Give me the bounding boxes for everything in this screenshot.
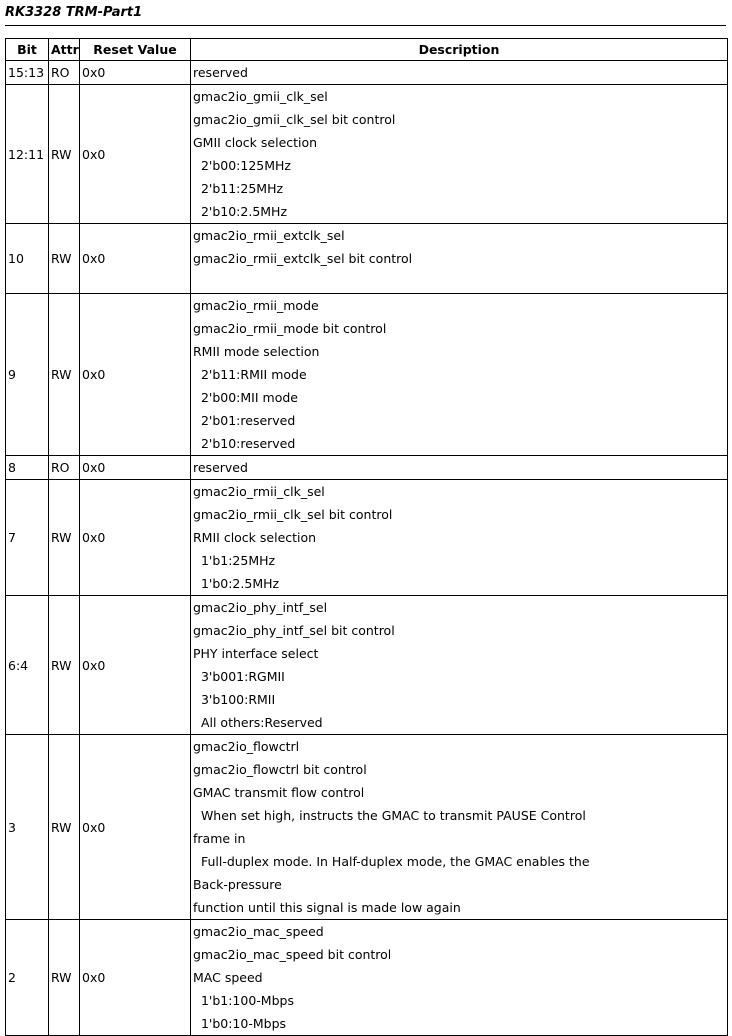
cell-attr: RW	[49, 735, 80, 920]
table-row	[6, 294, 728, 456]
cell-attr: RW	[49, 480, 80, 596]
description-line: gmac2io_rmii_extclk_sel bit control	[193, 251, 413, 266]
description-line: 1'b0:10-Mbps	[193, 1016, 287, 1031]
description-line: 2'b10:2.5MHz	[193, 204, 288, 219]
table-header-row	[6, 39, 728, 61]
cell-bit: 9	[6, 294, 49, 456]
cell-bit: 12:11	[6, 85, 49, 224]
cell-attr: RW	[49, 85, 80, 224]
cell-attr: RW	[49, 920, 80, 1036]
cell-reset-value: 0x0	[80, 224, 191, 294]
table-row	[6, 596, 728, 735]
column-header-attr: Attr	[49, 39, 80, 61]
description-line: gmac2io_rmii_clk_sel	[193, 484, 325, 499]
cell-reset-value: 0x0	[80, 596, 191, 735]
cell-attr: RO	[49, 456, 80, 480]
cell-description	[191, 294, 728, 456]
cell-attr: RO	[49, 61, 80, 85]
description-line: Full-duplex mode. In Half-duplex mode, the GMAC enables the	[193, 854, 590, 869]
table-row	[6, 480, 728, 596]
cell-attr: RW	[49, 294, 80, 456]
table-row	[6, 920, 728, 1036]
cell-reset-value: 0x0	[80, 480, 191, 596]
cell-attr: RW	[49, 596, 80, 735]
table-row	[6, 61, 728, 85]
description-line: 1'b1:25MHz	[193, 553, 276, 568]
description-line: 1'b0:2.5MHz	[193, 576, 280, 591]
description-line: 3'b100:RMII	[193, 692, 276, 707]
description-line: 2'b10:reserved	[193, 436, 296, 451]
cell-description	[191, 735, 728, 920]
description-line: gmac2io_rmii_mode bit control	[193, 321, 387, 336]
description-line: 2'b11:25MHz	[193, 181, 284, 196]
cell-attr: RW	[49, 224, 80, 294]
page-header	[5, 5, 726, 26]
description-line: frame in	[193, 831, 246, 846]
cell-reset-value: 0x0	[80, 294, 191, 456]
table-row	[6, 85, 728, 224]
cell-bit: 8	[6, 456, 49, 480]
table-row	[6, 456, 728, 480]
cell-reset-value: 0x0	[80, 61, 191, 85]
description-line: PHY interface select	[193, 646, 319, 661]
description-line: gmac2io_phy_intf_sel bit control	[193, 623, 395, 638]
table-row	[6, 224, 728, 294]
description-line: 1'b1:100-Mbps	[193, 993, 294, 1008]
table-row	[6, 735, 728, 920]
description-line: MAC speed	[193, 970, 263, 985]
description-line: 2'b00:MII mode	[193, 390, 298, 405]
cell-reset-value: 0x0	[80, 456, 191, 480]
cell-bit: 7	[6, 480, 49, 596]
description-line: GMAC transmit flow control	[193, 785, 365, 800]
cell-description	[191, 920, 728, 1036]
description-line	[193, 270, 725, 293]
description-line: gmac2io_phy_intf_sel	[193, 600, 328, 615]
description-line: GMII clock selection	[193, 135, 318, 150]
description-line: gmac2io_flowctrl bit control	[193, 762, 367, 777]
description-line: 3'b001:RGMII	[193, 669, 285, 684]
column-header-reset-value: Reset Value	[80, 39, 191, 61]
document-title: RK3328 TRM-Part1	[5, 5, 143, 20]
cell-bit: 15:13	[6, 61, 49, 85]
description-line: 2'b11:RMII mode	[193, 367, 307, 382]
description-line: 2'b01:reserved	[193, 413, 296, 428]
description-line: gmac2io_flowctrl	[193, 739, 300, 754]
description-line: gmac2io_rmii_clk_sel bit control	[193, 507, 393, 522]
description-line: gmac2io_rmii_extclk_sel	[193, 228, 345, 243]
description-line: reserved	[193, 460, 248, 475]
cell-bit: 3	[6, 735, 49, 920]
description-line: 2'b00:125MHz	[193, 158, 291, 173]
description-line: gmac2io_gmii_clk_sel	[193, 89, 328, 104]
description-line: gmac2io_mac_speed bit control	[193, 947, 392, 962]
description-line: RMII mode selection	[193, 344, 320, 359]
cell-bit: 2	[6, 920, 49, 1036]
register-table-body	[6, 61, 728, 1036]
description-line: function until this signal is made low again	[193, 900, 461, 915]
column-header-description: Description	[191, 39, 728, 61]
description-line: Back-pressure	[193, 877, 282, 892]
cell-bit: 10	[6, 224, 49, 294]
description-line: gmac2io_gmii_clk_sel bit control	[193, 112, 396, 127]
cell-bit: 6:4	[6, 596, 49, 735]
description-line: When set high, instructs the GMAC to transmit PAUSE Control	[193, 808, 586, 823]
description-line: gmac2io_mac_speed	[193, 924, 324, 939]
cell-reset-value: 0x0	[80, 735, 191, 920]
register-table	[5, 38, 728, 1036]
cell-reset-value: 0x0	[80, 85, 191, 224]
description-line: All others:Reserved	[193, 715, 323, 730]
cell-description	[191, 61, 728, 85]
description-line: reserved	[193, 65, 248, 80]
cell-description	[191, 85, 728, 224]
column-header-bit: Bit	[6, 39, 49, 61]
cell-description	[191, 224, 728, 294]
cell-description	[191, 456, 728, 480]
cell-description	[191, 480, 728, 596]
description-line: gmac2io_rmii_mode	[193, 298, 319, 313]
cell-description	[191, 596, 728, 735]
cell-reset-value: 0x0	[80, 920, 191, 1036]
description-line: RMII clock selection	[193, 530, 317, 545]
